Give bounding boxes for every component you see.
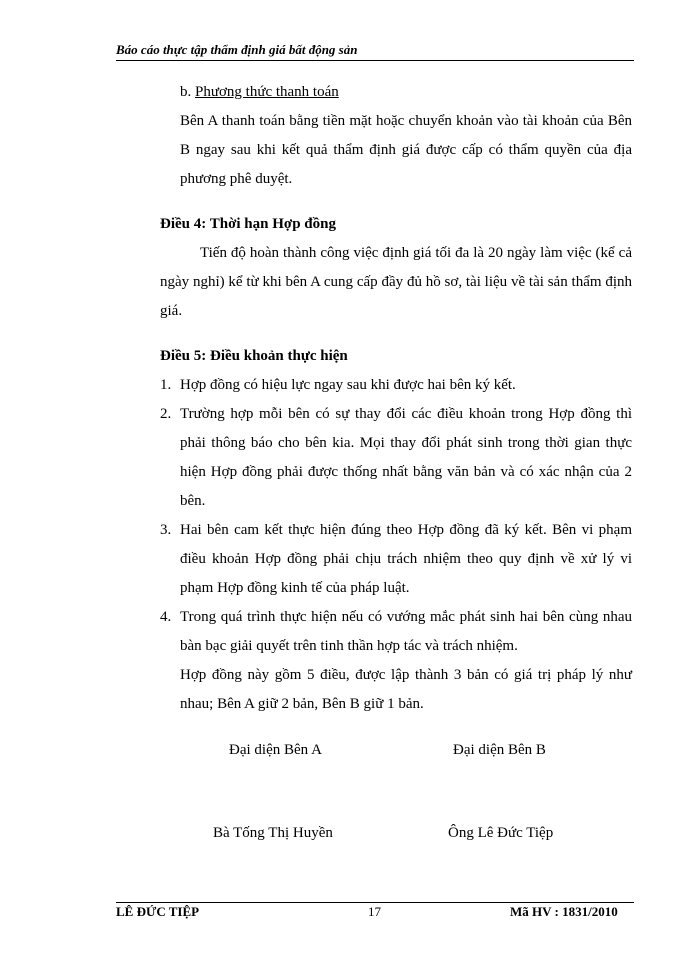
item-text: Trường hợp mỗi bên có sự thay đổi các điều khoản trong Hợp đồng thì phải thông báo cho bên kia. Mọi thay đổi phát sinh trong thời gian thực hiện Hợp đồng phải được thống nhất bằng văn bản và có xác nhận của 2 bên. bbox=[180, 406, 632, 509]
item-number: 4. bbox=[160, 609, 172, 625]
item-text: Trong quá trình thực hiện nếu có vướng mắc phát sinh hai bên cùng nhau bàn bạc giải quyết trên tinh thần hợp tác và trách nhiệm. bbox=[180, 609, 632, 654]
page-number: 17 bbox=[368, 904, 381, 919]
article-5-heading: Điều 5: Điều khoản thực hiện bbox=[160, 348, 348, 364]
article-4-heading: Điều 4: Thời hạn Hợp đồng bbox=[160, 216, 336, 232]
article-5-item bbox=[160, 516, 632, 603]
header-title: Báo cáo thực tập thẩm định giá bất động sản bbox=[116, 42, 358, 57]
party-b-title: Đại diện Bên B bbox=[453, 742, 546, 758]
footer-divider bbox=[116, 902, 634, 903]
item-number: 1. bbox=[160, 377, 172, 393]
party-b-name: Ông Lê Đức Tiệp bbox=[448, 825, 554, 841]
section-b-heading bbox=[160, 78, 632, 107]
item-number: 2. bbox=[160, 406, 172, 422]
footer-author: LÊ ĐỨC TIỆP bbox=[116, 904, 200, 919]
item-text: Hai bên cam kết thực hiện đúng theo Hợp đồng đã ký kết. Bên vi phạm điều khoản Hợp đồng phải chịu trách nhiệm theo quy định về xử lý vi phạm Hợp đồng kinh tế của pháp luật. bbox=[180, 522, 632, 596]
article-5-item bbox=[160, 400, 632, 516]
party-a-title: Đại diện Bên A bbox=[229, 742, 322, 758]
footer-student-id: Mã HV : 1831/2010 bbox=[510, 904, 618, 919]
item-text: Hợp đồng có hiệu lực ngay sau khi được hai bên ký kết. bbox=[180, 377, 516, 393]
article-5-item bbox=[160, 603, 632, 661]
document-body bbox=[160, 78, 632, 719]
article-4-body: Tiến độ hoàn thành công việc định giá tối đa là 20 ngày làm việc (kể cả ngày nghỉ) kể từ khi bên A cung cấp đầy đủ hồ sơ, tài liệu về tài sản thẩm định giá. bbox=[160, 245, 632, 319]
section-b-title: Phương thức thanh toán bbox=[195, 84, 339, 100]
page-header bbox=[116, 42, 634, 61]
item-number: 3. bbox=[160, 522, 172, 538]
party-a-name: Bà Tống Thị Huyền bbox=[213, 825, 333, 841]
section-b-body: Bên A thanh toán bằng tiền mặt hoặc chuyển khoản vào tài khoản của Bên B ngay sau khi kết quả thẩm định giá được cấp có thẩm quyền của địa phương phê duyệt. bbox=[180, 113, 632, 187]
article-5-item bbox=[160, 371, 632, 400]
section-b-prefix: b. bbox=[180, 84, 192, 100]
article-5-closing: Hợp đồng này gồm 5 điều, được lập thành 3 bản có giá trị pháp lý như nhau; Bên A giữ 2 bản, Bên B giữ 1 bản. bbox=[180, 667, 632, 712]
